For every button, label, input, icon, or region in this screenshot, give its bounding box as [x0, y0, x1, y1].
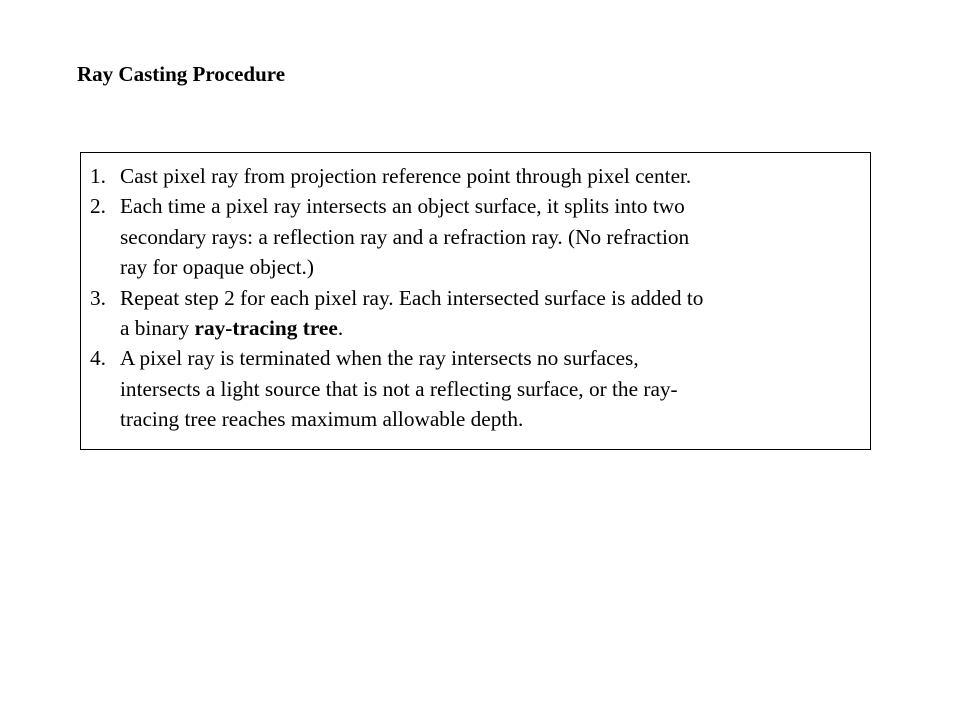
page-title: Ray Casting Procedure: [77, 62, 286, 86]
step-line: Repeat step 2 for each pixel ray. Each intersected surface is added to: [120, 285, 704, 310]
step-text: [120, 191, 870, 282]
procedure-step-4: [81, 343, 870, 434]
step-line: [120, 313, 870, 343]
step-text: [120, 343, 870, 434]
procedure-box: [80, 152, 871, 450]
procedure-step-3: [81, 283, 870, 344]
step-line-suffix: .: [337, 316, 344, 341]
ray-tracing-tree-term: ray-tracing tree: [194, 316, 338, 341]
step-number: 3.: [90, 285, 106, 310]
step-text: [120, 283, 870, 344]
step-line: secondary rays: a reflection ray and a refraction ray. (No refraction: [120, 224, 690, 249]
step-line: Each time a pixel ray intersects an object surface, it splits into two: [120, 194, 685, 219]
step-line: ray for opaque object.): [120, 255, 314, 280]
procedure-step-1: [81, 161, 870, 191]
procedure-steps-list: [81, 161, 870, 435]
step-line: tracing tree reaches maximum allowable depth.: [120, 407, 524, 432]
step-line: Cast pixel ray from projection reference point through pixel center.: [120, 164, 692, 188]
step-line-prefix: a binary: [120, 316, 195, 341]
step-line: A pixel ray is terminated when the ray intersects no surfaces,: [120, 346, 639, 371]
step-text: [120, 161, 870, 191]
procedure-step-2: [81, 191, 870, 282]
step-number: 4.: [90, 346, 106, 371]
step-number: 2.: [90, 194, 106, 219]
step-number: 1.: [90, 164, 106, 188]
step-line: intersects a light source that is not a reflecting surface, or the ray-: [120, 376, 678, 401]
